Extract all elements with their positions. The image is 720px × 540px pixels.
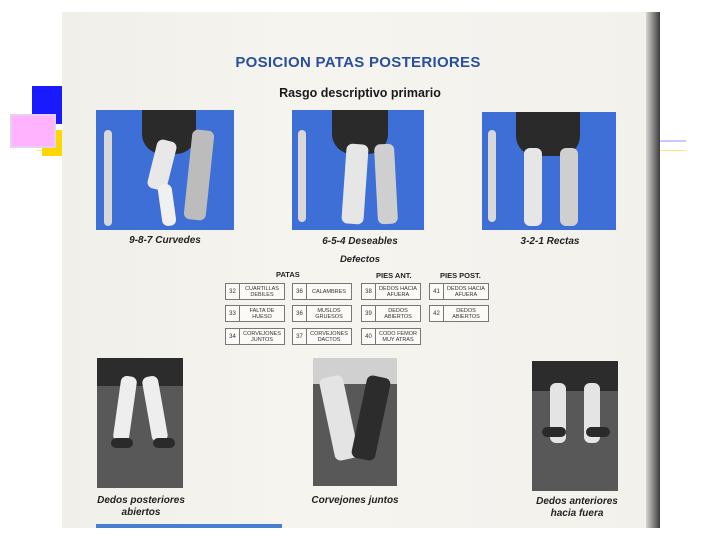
defect-cell: 34 CORVEJONES JUNTOS <box>225 328 285 345</box>
photo-straight-legs <box>482 112 616 230</box>
caption-hocks: Corvejones juntos <box>311 495 399 506</box>
photo-rear-toes-open <box>97 358 183 488</box>
defect-cell: 36 CALAMBRES <box>292 283 352 300</box>
page-title: POSICION PATAS POSTERIORES <box>235 54 481 71</box>
caption-curved: 9-8-7 Curvedes <box>129 235 201 246</box>
photo-curved-legs <box>96 110 234 230</box>
photo-front-toes-out <box>532 361 618 491</box>
defects-title: Defectos <box>339 254 381 265</box>
decorative-square-pink <box>10 114 56 148</box>
caption-front-toes-line1: Dedos anteriores <box>536 496 618 507</box>
defect-cell: 37 CORVEJONES DACTOS <box>292 328 352 345</box>
caption-desirable: 6-5-4 Deseables <box>322 236 398 247</box>
page-binding-edge <box>646 12 660 528</box>
bottom-accent-bar <box>96 524 282 528</box>
photo-desirable-legs <box>292 110 424 230</box>
defect-cell: 33 FALTA DE HUESO <box>225 305 285 322</box>
defect-cell: 38 DEDOS HACIA AFUERA <box>361 283 421 300</box>
defect-cell: 32 CUARTILLAS DEBILES <box>225 283 285 300</box>
caption-rear-toes-line2: abiertos <box>121 507 161 518</box>
caption-front-toes-line2: hacia fuera <box>550 508 604 519</box>
defect-cell: 36 MUSLOS GRUESOS <box>292 305 352 322</box>
header-pies-ant: PIES ANT. <box>376 271 412 280</box>
photo-hocks-together <box>313 358 397 486</box>
header-patas: PATAS <box>276 270 300 279</box>
caption-straight: 3-2-1 Rectas <box>520 236 580 247</box>
defect-cell: 41 DEDOS HACIA AFUERA <box>429 283 489 300</box>
defect-cell: 39 DEDOS ABIERTOS <box>361 305 421 322</box>
header-pies-post: PIES POST. <box>440 271 481 280</box>
page-subtitle: Rasgo descriptivo primario <box>279 86 441 100</box>
caption-rear-toes-line1: Dedos posteriores <box>97 495 185 506</box>
defect-cell: 42 DEDOS ABIERTOS <box>429 305 489 322</box>
defect-cell: 40 CODO FEMOR MUY ATRAS <box>361 328 421 345</box>
